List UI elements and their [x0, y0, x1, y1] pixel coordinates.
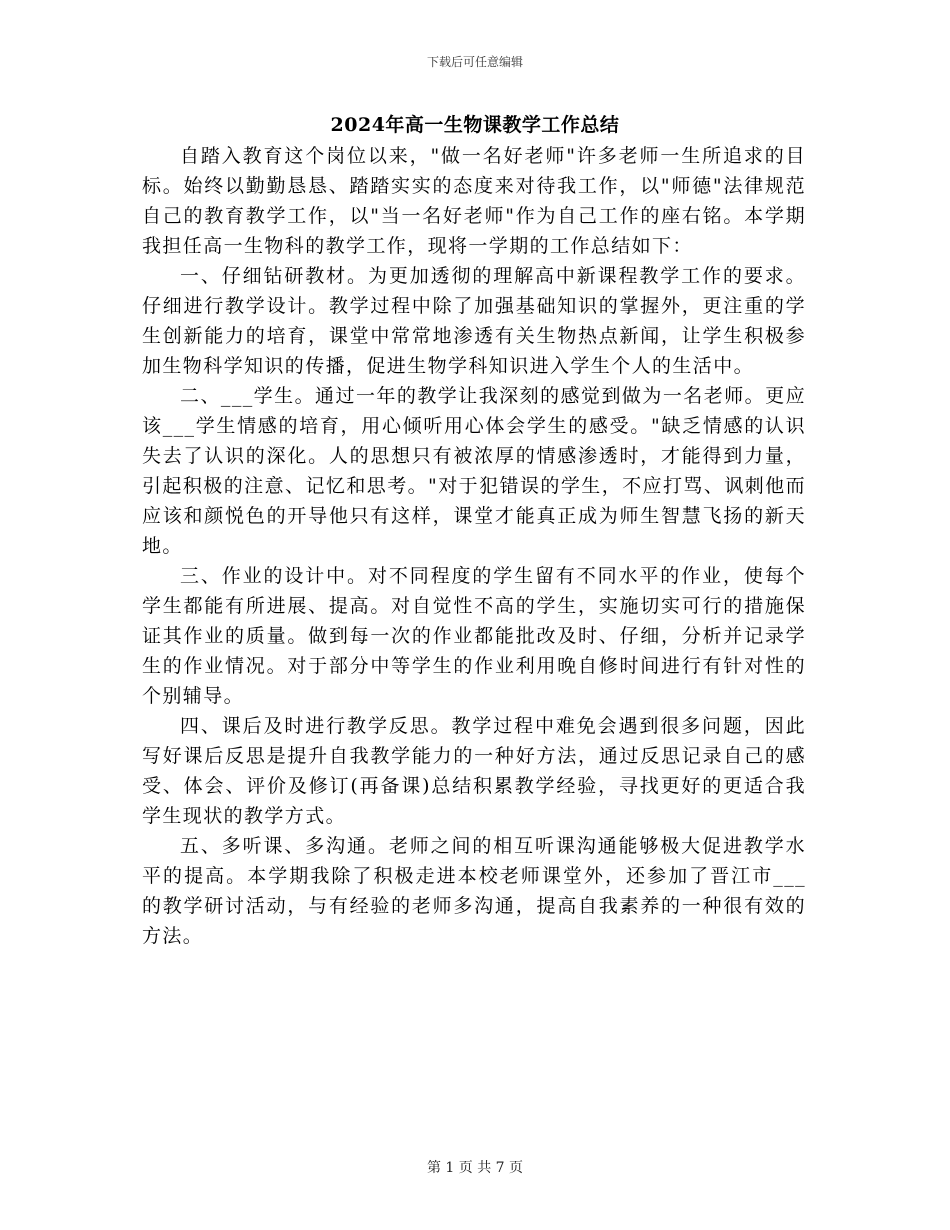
- paragraph-section-4: 四、课后及时进行教学反思。教学过程中难免会遇到很多问题，因此写好课后反思是提升自我教学能力的一种好方法，通过反思记录自己的感受、体会、评价及修订(再备课)总结积累教学经验，寻找更好的更适合我学生现状的教学方式。: [142, 715, 806, 827]
- paragraph-section-3: 三、作业的设计中。对不同程度的学生留有不同水平的作业，使每个学生都能有所进展、提高。对自觉性不高的学生，实施切实可行的措施保证其作业的质量。做到每一次的作业都能批改及时、仔细，分析并记录学生的作业情况。对于部分中等学生的作业利用晚自修时间进行有针对性的个别辅导。: [142, 565, 806, 707]
- page-number: 第 1 页 共 7 页: [426, 1160, 524, 1176]
- paragraph-section-1: 一、仔细钻研教材。为更加透彻的理解高中新课程教学工作的要求。仔细进行教学设计。教学过程中除了加强基础知识的掌握外，更注重的学生创新能力的培育，课堂中常常地渗透有关生物热点新闻，让学生积极参加生物科学知识的传播，促进生物学科知识进入学生个人的生活中。: [142, 265, 806, 377]
- paragraph-section-5: 五、多听课、多沟通。老师之间的相互听课沟通能够极大促进教学水平的提高。本学期我除了积极走进本校老师课堂外，还参加了晋江市___的教学研讨活动，与有经验的老师多沟通，提高自我素养的一种很有效的方法。: [142, 835, 806, 947]
- document-body: [142, 141, 806, 951]
- paragraph-intro: 自踏入教育这个岗位以来，"做一名好老师"许多老师一生所追求的目标。始终以勤勤恳恳、踏踏实实的态度来对待我工作，以"师德"法律规范自己的教育教学工作，以"当一名好老师"作为自己工作的座右铭。本学期我担任高一生物科的教学工作，现将一学期的工作总结如下：: [142, 145, 806, 257]
- page-header-note: 下载后可任意编辑: [426, 55, 523, 69]
- paragraph-section-2: 二、___学生。通过一年的教学让我深刻的感觉到做为一名老师。更应该___学生情感的培育，用心倾听用心体会学生的感受。"缺乏情感的认识失去了认识的深化。人的思想只有被浓厚的情感渗透时，才能得到力量，引起积极的注意、记忆和思考。"对于犯错误的学生，不应打骂、讽刺他而应该和颜悦色的开导他只有这样，课堂才能真正成为师生智慧飞扬的新天地。: [142, 385, 806, 557]
- document-title: 2024年高一生物课教学工作总结: [330, 114, 620, 136]
